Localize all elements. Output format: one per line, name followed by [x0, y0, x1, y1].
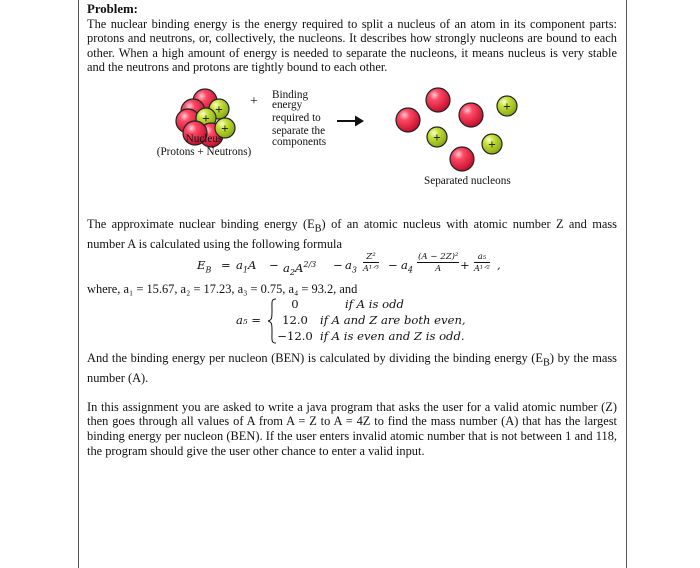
proton-mark: + — [487, 139, 497, 151]
formula-term-3: $a_3$ — [345, 257, 358, 274]
proton-mark: + — [214, 104, 224, 116]
formula-intro — [87, 217, 617, 252]
proton-mark: + — [432, 132, 442, 144]
formula-comma: , — [497, 257, 501, 272]
ben-sub: B — [543, 357, 550, 369]
document-page — [87, 2, 617, 458]
binding-label-line: energy — [272, 98, 303, 111]
formula-fraction-4: $\frac{\text{(A − 2Z)²}}{A}$ — [418, 251, 459, 273]
binding-label-line: separate the — [272, 124, 326, 137]
binding-label-line: required to — [272, 111, 321, 124]
neutron — [426, 88, 450, 112]
case-condition: if A is even and Z is odd. — [320, 329, 465, 344]
formula-minus: − — [269, 257, 279, 272]
case-value: 12.0 — [282, 313, 308, 328]
neutron — [450, 147, 474, 171]
formula-minus: − — [388, 257, 398, 272]
binding-label-line: Binding — [272, 88, 309, 101]
formula-term-4: $a_4$ — [401, 257, 414, 274]
separated-nucleons — [396, 88, 517, 171]
ben-rest: ) by the mass number (A). — [87, 351, 617, 386]
a5-label: a₅ = — [236, 313, 261, 328]
formula-minus: − — [333, 257, 343, 272]
page-border-right — [626, 0, 627, 568]
neutron — [396, 108, 420, 132]
intro-paragraph: The nuclear binding energy is the energy required to split a nucleus of an atom in its component parts: protons and neutrons, or, collectively, the nucleons. It describes how strongly nucleons are bound to each other. When a high amount of energy is needed to separate the nucleons, it means nucleus is very stable and the neutrons and protons are tightly bound to each other. — [87, 16, 617, 75]
formula-fraction-5: a₅ A¹ᐟ² — [474, 251, 490, 273]
problem-heading: Problem: — [87, 2, 138, 16]
binding-energy-label — [272, 89, 326, 149]
nucleus-subtitle: (Protons + Neutrons) — [156, 145, 252, 158]
formula-term-2: $a_2A^{2/3}$ — [283, 259, 317, 277]
case-value: 0 — [291, 297, 299, 312]
formula-term-1: $a_1A$ — [236, 257, 257, 274]
nucleus-title: Nucleus — [185, 132, 223, 145]
nucleus-figure — [87, 77, 617, 217]
formula-equals: = — [221, 257, 231, 272]
brace-icon — [267, 298, 277, 344]
assignment-paragraph: In this assignment you are asked to write a java program that asks the user for a valid atomic number (Z) then goes through all values of A from A = Z to A = 4Z to find the mass number (A) that has the largest binding energy per nucleon (BEN). If the user enters invalid atomic number that is not between 1 and 118, the program should give the user other chance to enter a valid input. — [87, 399, 617, 458]
binding-label-line: components — [272, 135, 327, 148]
coefficients-line: where, a₁ = 15.67, a₂ = 17.23, a₃ = 0.75, a₄ = 93.2, and — [87, 281, 358, 296]
separated-nucleons-label: Separated nucleons — [424, 174, 511, 187]
binding-energy-formula — [87, 252, 617, 282]
formula-intro-sub: B — [314, 223, 322, 235]
formula-lhs: $E_B$ — [197, 257, 212, 274]
case-condition: if A and Z are both even, — [320, 313, 466, 328]
ben-paragraph — [87, 351, 617, 386]
neutron — [459, 103, 483, 127]
formula-intro-text: The approximate nuclear binding energy (E — [87, 216, 315, 231]
formula-fraction-3: Z² A¹ᐟ³ — [363, 251, 379, 273]
a5-piecewise — [87, 296, 617, 346]
proton-mark: + — [220, 123, 230, 135]
arrow-icon — [337, 115, 364, 126]
ben-text: And the binding energy per nucleon (BEN) is calculated by dividing the binding energy (E — [87, 351, 543, 366]
proton-mark: + — [201, 113, 211, 125]
case-value: −12.0 — [277, 329, 313, 344]
formula-intro-rest: ) of an atomic nucleus with atomic number Z and mass number A is calculated using the following formula — [87, 216, 617, 252]
proton-mark: + — [502, 101, 512, 113]
nucleus-label — [149, 133, 259, 159]
case-condition: if A is odd — [345, 297, 404, 312]
formula-plus: + — [460, 257, 470, 272]
plus-sign: + — [250, 93, 258, 109]
page-border-left — [78, 0, 79, 568]
